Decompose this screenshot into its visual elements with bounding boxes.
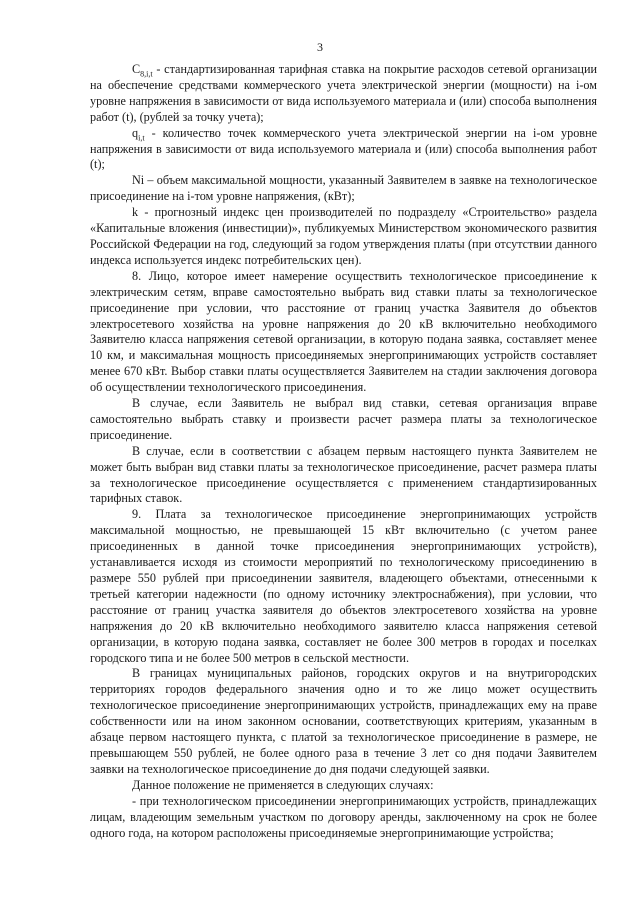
definition-k: k - прогнозный индекс цен производителей по подразделу «Строительство» раздела «Капитальные вложения (инвестиции)», публикуемых Министерством экономического развития Российской Федерации на год, следующий за годом утверждения платы (при отсутствии данного индекса используется индекс потребительских цен). (90, 205, 597, 267)
definition-text: - количество точек коммерческого учета электрической энергии на i-ом уровне напряжения в зависимости от вида используемого материала и (или) способа выполнения работ (t); (90, 125, 597, 172)
definition-q (90, 126, 597, 174)
clause-9: 9. Плата за технологическое присоединение энергопринимающих устройств максимальной мощностью, не превышающей 15 кВт включительно (с учетом ранее присоединенных в данной точке присоединения энергопринимающих устройств), устанавливается исходя из стоимости мероприятий по технологическому присоединению в размере 550 рублей при присоединении заявителя, владеющего объектами, отнесенными к третьей категории надежности (по одному источнику электроснабжения), при условии, что расстояние от границ участка заявителя до объектов электросетевого хозяйства на уровне напряжения до 20 кВ включительно необходимого заявителю класса напряжения сетевой организации, в которую подана заявка, составляет не более 300 метров в городах и поселках городского типа и не более 500 метров в сельской местности. (90, 507, 597, 665)
clause-8-paragraph-3: В случае, если в соответствии с абзацем первым настоящего пункта Заявителем не может быть выбран вид ставки платы за технологическое присоединение, расчет размера платы за технологическое присоединение осуществляется с применением стандартизированных тарифных ставок. (90, 443, 597, 506)
clause-8-paragraph-2: В случае, если Заявитель не выбрал вид ставки, сетевая организация вправе самостоятельно выбрать ставку и произвести расчет размера платы за технологическое присоединение. (90, 396, 597, 442)
page-number: 3 (317, 40, 323, 54)
definition-ni: Ni – объем максимальной мощности, указанный Заявителем в заявке на технологическое присоединение на i-том уровне напряжения, (кВт); (90, 173, 597, 204)
definition-c8 (90, 62, 597, 126)
symbol: C (132, 62, 141, 76)
symbol: q (132, 125, 139, 140)
clause-9-paragraph-2: В границах муниципальных районов, городских округов и на внутригородских территориях городов федерального значения одно и то же лицо может осуществить технологическое присоединение энергопринимающих устройств, принадлежащих ему на праве собственности или на ином законном основании, соответствующих критериям, указанным в абзаце первом настоящего пункта, с платой за технологическое присоединение в размере, не превышающем 550 рублей, не более одного раза в течение 3 лет со дня подачи Заявителем заявки на технологическое присоединение до дня подачи следующей заявки. (90, 666, 597, 776)
symbol-subscript: 8,i,t (140, 69, 153, 79)
clause-8: 8. Лицо, которое имеет намерение осуществить технологическое присоединение к электрическим сетям, вправе самостоятельно выбрать вид ставки платы за технологическое присоединение при условии, что расстояние от границ участка Заявителя до объектов электросетевого хозяйства на уровне напряжения до 20 кВ включительно необходимого Заявителю класса напряжения сетевой организации, в которую подана заявка, составляет менее 10 км, и максимальная мощность присоединяемых энергопринимающих устройств составляет менее 670 кВт. Выбор ставки платы осуществляется Заявителем на стадии заключения договора об осуществлении технологического присоединения. (90, 268, 597, 395)
clause-9-paragraph-3: Данное положение не применяется в следующих случаях: (132, 777, 434, 792)
exception-list-item: - при технологическом присоединении энергопринимающих устройств, принадлежащих лицам, владеющим земельным участком по договору аренды, заключенному на срок не более одного года, на котором расположены присоединяемые энергопринимающие устройства; (90, 793, 597, 840)
symbol-subscript: i,t (138, 133, 145, 143)
definition-text: - стандартизированная тарифная ставка на покрытие расходов сетевой организации на обеспечение средствами коммерческого учета электрической энергии (мощности) на i-ом уровне напряжения в зависимости от вида используемого материала и (или) способа выполнения работ (t), (рублей за точку учета); (90, 62, 597, 124)
document-body (90, 62, 597, 841)
